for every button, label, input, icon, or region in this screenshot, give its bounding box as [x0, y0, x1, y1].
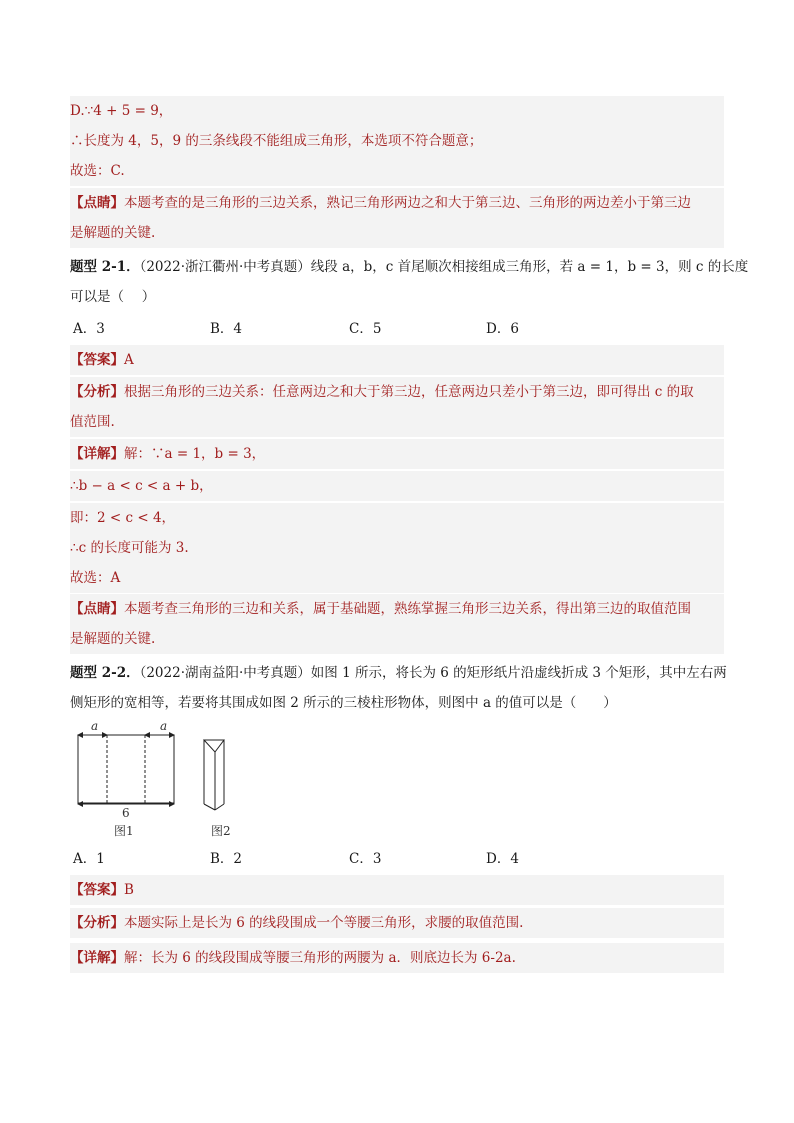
fig1-rectangle: [78, 735, 174, 803]
note-text: 本题考查的是三角形的三边关系，熟记三角形两边之和大于第三边、三角形的两边差小于第三边: [124, 195, 691, 211]
fig1-length-label: 6: [122, 806, 130, 820]
detail-line-3: 即：2 < c < 4，: [70, 503, 724, 533]
fig2-base-right: [215, 804, 224, 810]
question-2-2-line-2: 侧矩形的宽相等，若要将其围成如图 2 所示的三棱柱形物体，则图中 a 的值可以是（ ）: [70, 695, 617, 711]
answer-tag: 【答案】: [70, 352, 124, 368]
choice-b: B．4: [210, 321, 243, 337]
answer-tag-2: 【答案】: [70, 882, 124, 898]
analysis-line-2: 值范围.: [70, 407, 724, 437]
choice-a: A．3: [73, 321, 105, 337]
analysis-tag-2: 【分析】: [70, 915, 124, 931]
choice-c-2: C．3: [349, 851, 382, 867]
question-2-2-label: 题型 2-2．: [70, 665, 140, 681]
fig1-a-left-label: a: [91, 719, 99, 733]
fig2-base-left: [204, 804, 215, 810]
detail-line-4: ∴c 的长度可能为 3.: [70, 533, 724, 563]
choice-b-2: B．2: [210, 851, 243, 867]
analysis-tag: 【分析】: [70, 384, 124, 400]
choice-d-2: D．4: [486, 851, 519, 867]
detail-tag-2: 【详解】: [70, 950, 124, 966]
note-line-2: 是解题的关键.: [70, 218, 724, 248]
note-line-3: [70, 594, 724, 624]
fig1-caption: 图1: [114, 824, 134, 838]
detail-text: 解：∵a = 1，b = 3，: [124, 446, 266, 462]
answer-value: A: [124, 352, 134, 368]
question-2-1-text: （2022·浙江衢州·中考真题）线段 a，b，c 首尾顺次相接组成三角形，若 a = 1，b = 3，则 c 的长度: [139, 259, 749, 275]
note-line-1: [70, 188, 724, 218]
answer-line: [70, 345, 724, 375]
note-tag: 【点睛】: [70, 195, 124, 211]
question-2-1-label: 题型 2-1．: [70, 259, 140, 275]
note-tag-2: 【点睛】: [70, 601, 124, 617]
choice-d: D．6: [486, 321, 519, 337]
detail-line-2: ∴b − a < c < a + b，: [70, 471, 724, 501]
figure-2: [204, 740, 231, 838]
detail-text-2: 解：长为 6 的线段围成等腰三角形的两腰为 a．则底边长为 6-2a.: [124, 950, 516, 966]
answer-value-2: B: [124, 882, 134, 898]
solution-line-conclusion: ∴长度为 4，5，9 的三条线段不能组成三角形，本选项不符合题意；: [70, 126, 724, 156]
question-2-2-line-1: [70, 658, 727, 688]
figure-1: [78, 719, 174, 838]
detail-line-5: 故选：A: [70, 563, 724, 593]
question-2-1-choices: [70, 314, 724, 344]
solution-line-d: D.∵4 + 5 = 9，: [70, 96, 724, 126]
question-2-1-line-2: 可以是（ ）: [70, 289, 156, 305]
detail-line-1: [70, 439, 724, 469]
analysis-text: 根据三角形的三边关系：任意两边之和大于第三边，任意两边只差小于第三边，即可得出 c 的取: [124, 384, 694, 400]
figures: [70, 718, 270, 843]
fig2-caption: 图2: [211, 824, 231, 838]
answer-line-2: [70, 875, 724, 905]
question-2-1-line-1: [70, 252, 749, 282]
choice-c: C．5: [349, 321, 382, 337]
note-line-4: 是解题的关键.: [70, 624, 724, 654]
note-text-2: 本题考查三角形的三边和关系，属于基础题，熟练掌握三角形三边关系，得出第三边的取值范围: [124, 601, 691, 617]
detail-line-6: [70, 943, 724, 973]
solution-line-choice: 故选：C.: [70, 156, 724, 186]
question-2-2-choices: [70, 844, 724, 874]
analysis-line-3: [70, 908, 724, 938]
choice-a-2: A．1: [73, 851, 105, 867]
detail-tag: 【详解】: [70, 446, 124, 462]
fig1-a-right-label: a: [160, 719, 168, 733]
fig2-top-face: [204, 740, 224, 752]
analysis-line-1: [70, 377, 724, 407]
analysis-text-2: 本题实际上是长为 6 的线段围成一个等腰三角形，求腰的取值范围.: [124, 915, 524, 931]
question-2-2-text: （2022·湖南益阳·中考真题）如图 1 所示，将长为 6 的矩形纸片沿虚线折成 3 个矩形，其中左右两: [139, 665, 727, 681]
